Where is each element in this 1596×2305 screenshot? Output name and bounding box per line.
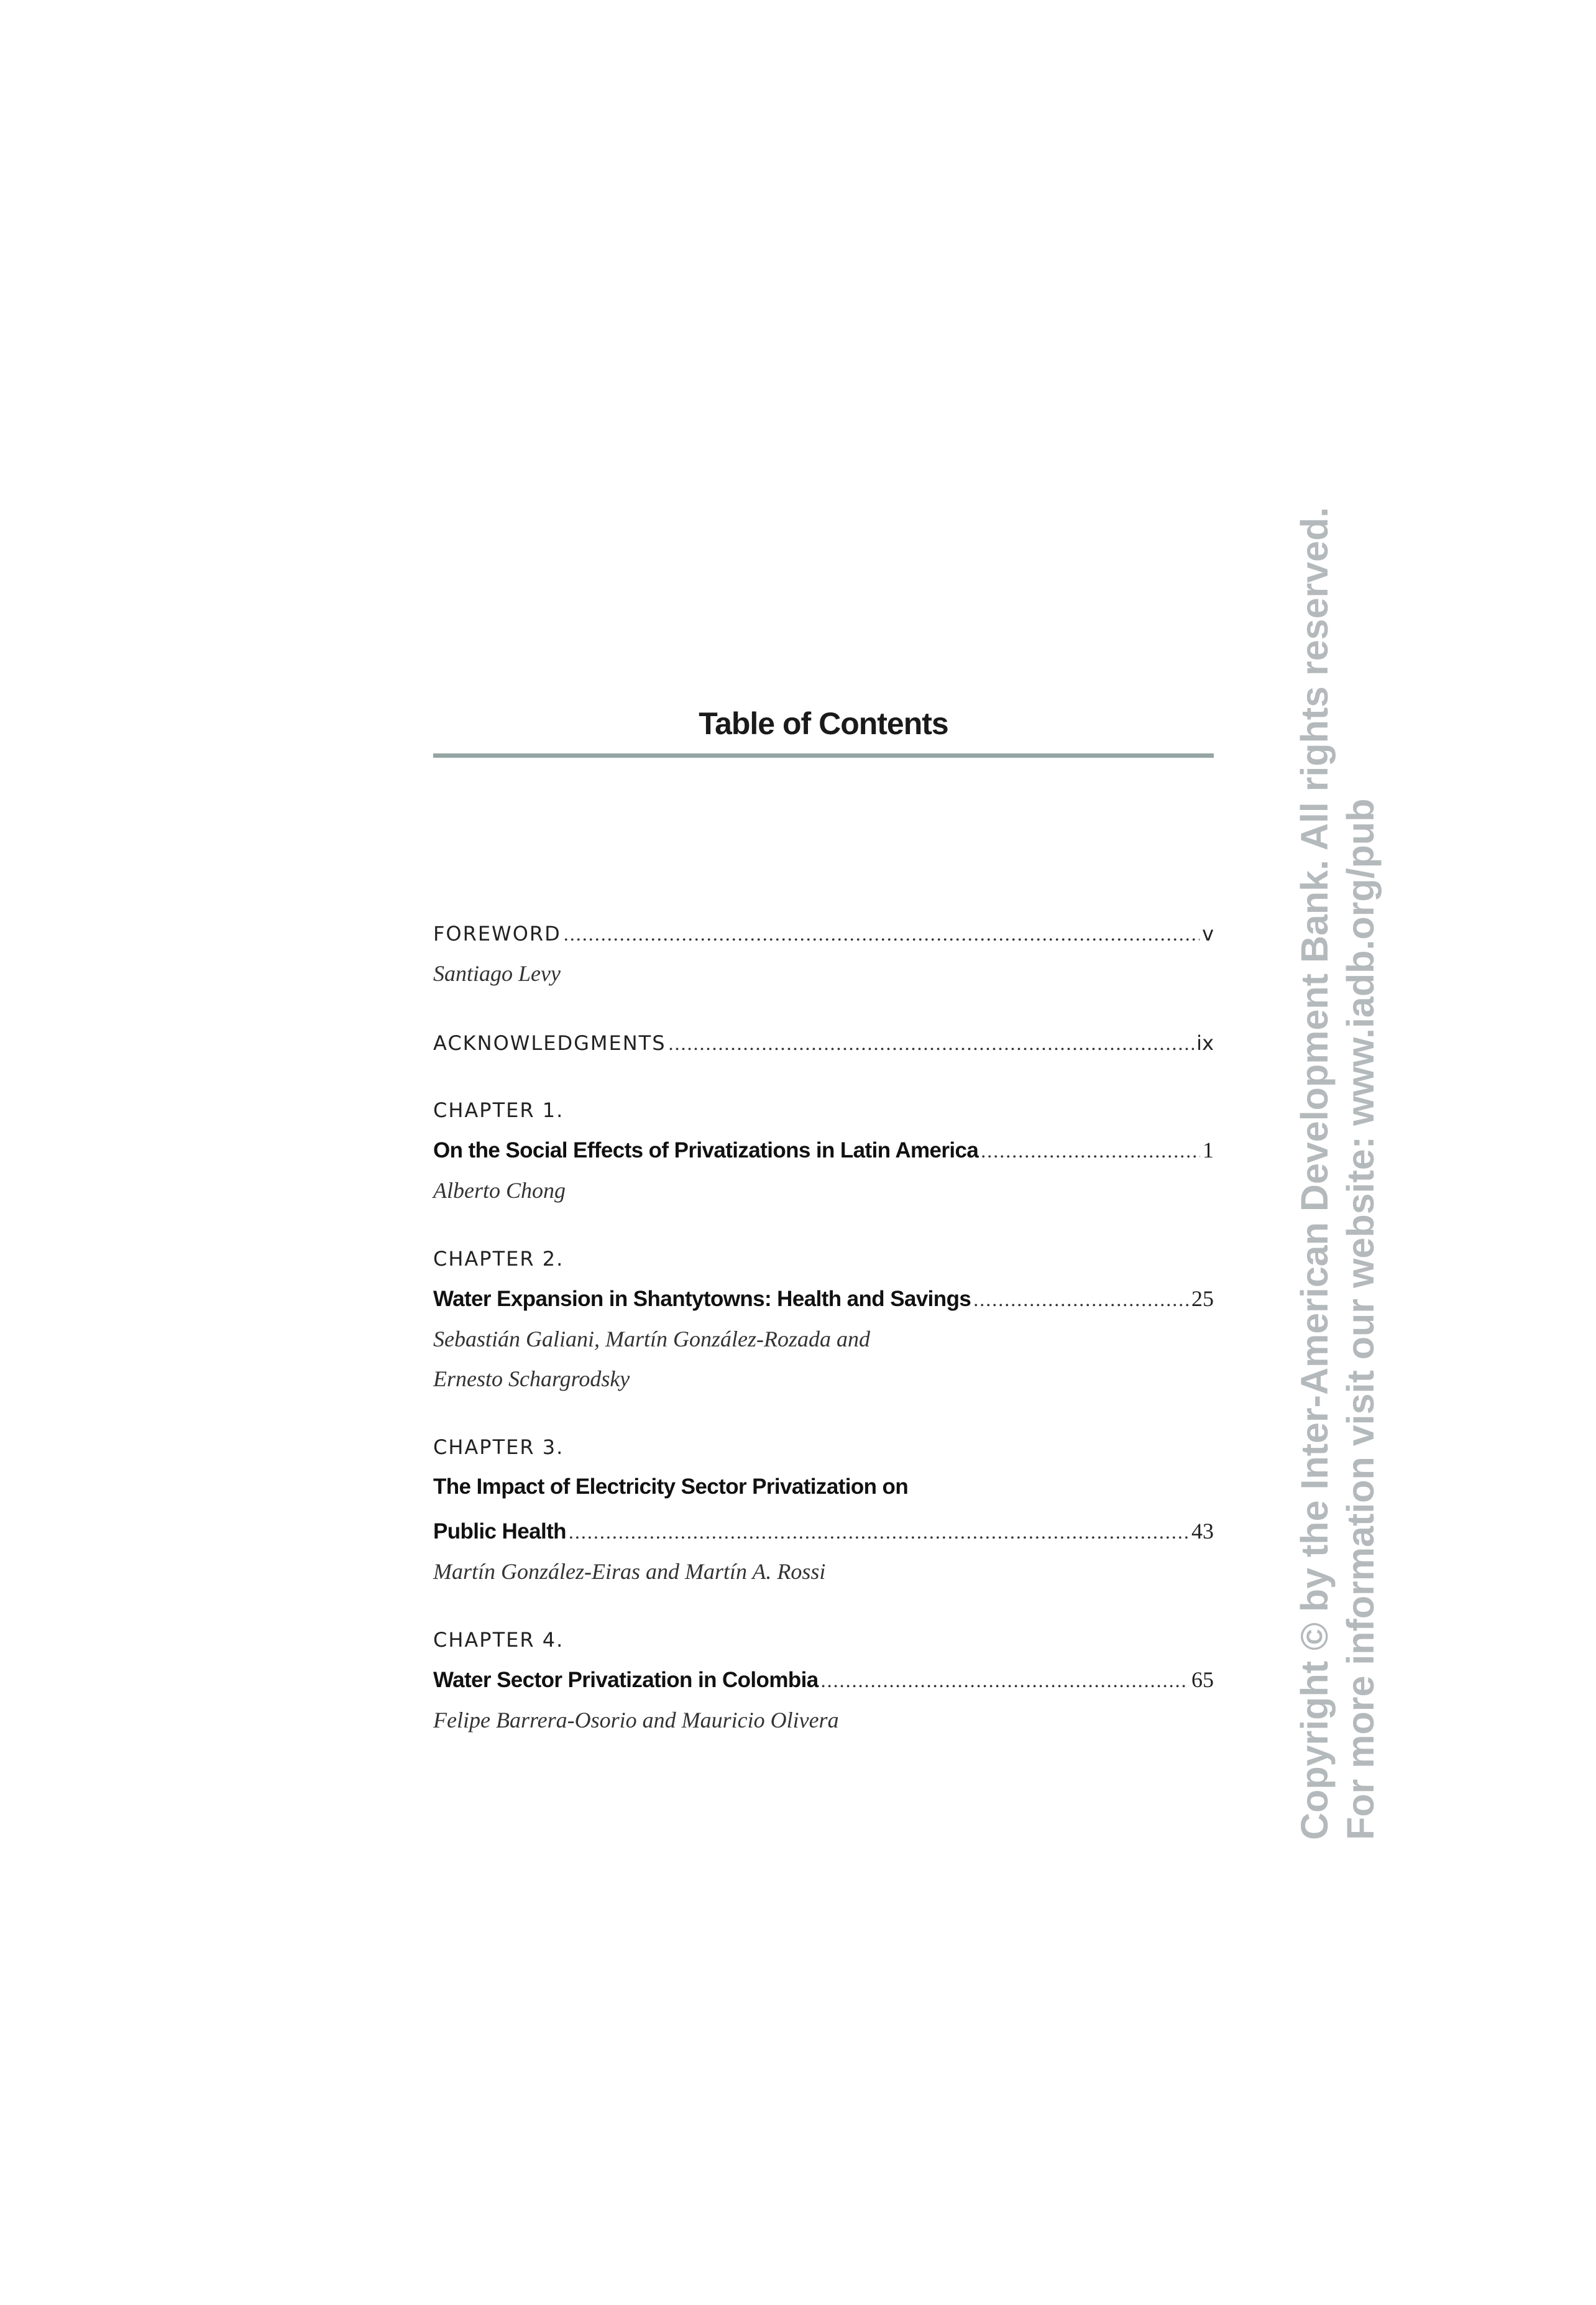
toc-page-number: ix: [1196, 1031, 1214, 1055]
toc-page-number: 25: [1191, 1286, 1214, 1311]
dot-leader: [973, 1279, 1189, 1319]
chapter-label: CHAPTER 1.: [433, 1098, 564, 1122]
dot-leader: [564, 914, 1199, 954]
chapter-label: CHAPTER 4.: [433, 1628, 564, 1652]
toc-page-number: 1: [1203, 1138, 1214, 1162]
toc-page-number: 65: [1191, 1667, 1214, 1692]
title-rule: [433, 753, 1214, 758]
toc-author: Felipe Barrera-Osorio and Mauricio Olivera: [433, 1708, 839, 1732]
toc-entry-chapter-1[interactable]: [433, 1130, 1214, 1171]
dot-leader: [821, 1660, 1189, 1700]
toc-author: Santiago Levy: [433, 961, 561, 986]
toc-entry-acknowledgments[interactable]: [433, 1023, 1214, 1063]
dot-leader: [981, 1131, 1200, 1171]
toc-page-number: 43: [1191, 1519, 1214, 1544]
dot-leader: [669, 1023, 1195, 1063]
chapter-label: CHAPTER 2.: [433, 1247, 564, 1271]
chapter-label: CHAPTER 3.: [433, 1435, 564, 1459]
chapter-title: Water Sector Privatization in Colombia: [433, 1668, 819, 1692]
toc-author: Sebastián Galiani, Martín González-Rozada and: [433, 1327, 870, 1351]
toc-entry-chapter-3[interactable]: [433, 1511, 1214, 1552]
copyright-watermark: [1291, 507, 1383, 1840]
toc-entry-chapter-2[interactable]: [433, 1279, 1214, 1319]
toc-entry-foreword[interactable]: [433, 914, 1214, 954]
chapter-title-line: Public Health: [433, 1519, 566, 1544]
toc-entry-label: FOREWORD: [433, 922, 561, 945]
toc-entry-chapter-4[interactable]: [433, 1660, 1214, 1700]
page-title: Table of Contents: [699, 706, 948, 741]
toc-entry-label: ACKNOWLEDGMENTS: [433, 1031, 666, 1055]
chapter-title: On the Social Effects of Privatizations in Latin America: [433, 1138, 979, 1162]
chapter-title-line: The Impact of Electricity Sector Privatization on: [433, 1475, 909, 1499]
toc-author: Alberto Chong: [433, 1178, 566, 1203]
dot-leader: [569, 1512, 1189, 1552]
toc-author: Ernesto Schargrodsky: [433, 1366, 630, 1391]
chapter-title: Water Expansion in Shantytowns: Health and Savings: [433, 1287, 971, 1311]
chapter-title: [433, 1467, 1214, 1511]
table-of-contents: [433, 914, 1214, 1740]
watermark-line-copyright: Copyright © by the Inter-American Development Bank. All rights reserved.: [1293, 507, 1336, 1840]
toc-page-number: v: [1202, 922, 1214, 945]
watermark-line-website: For more information visit our website: www.iadb.org/pub: [1339, 798, 1382, 1840]
toc-author: Martín González-Eiras and Martín A. Rossi: [433, 1559, 826, 1584]
